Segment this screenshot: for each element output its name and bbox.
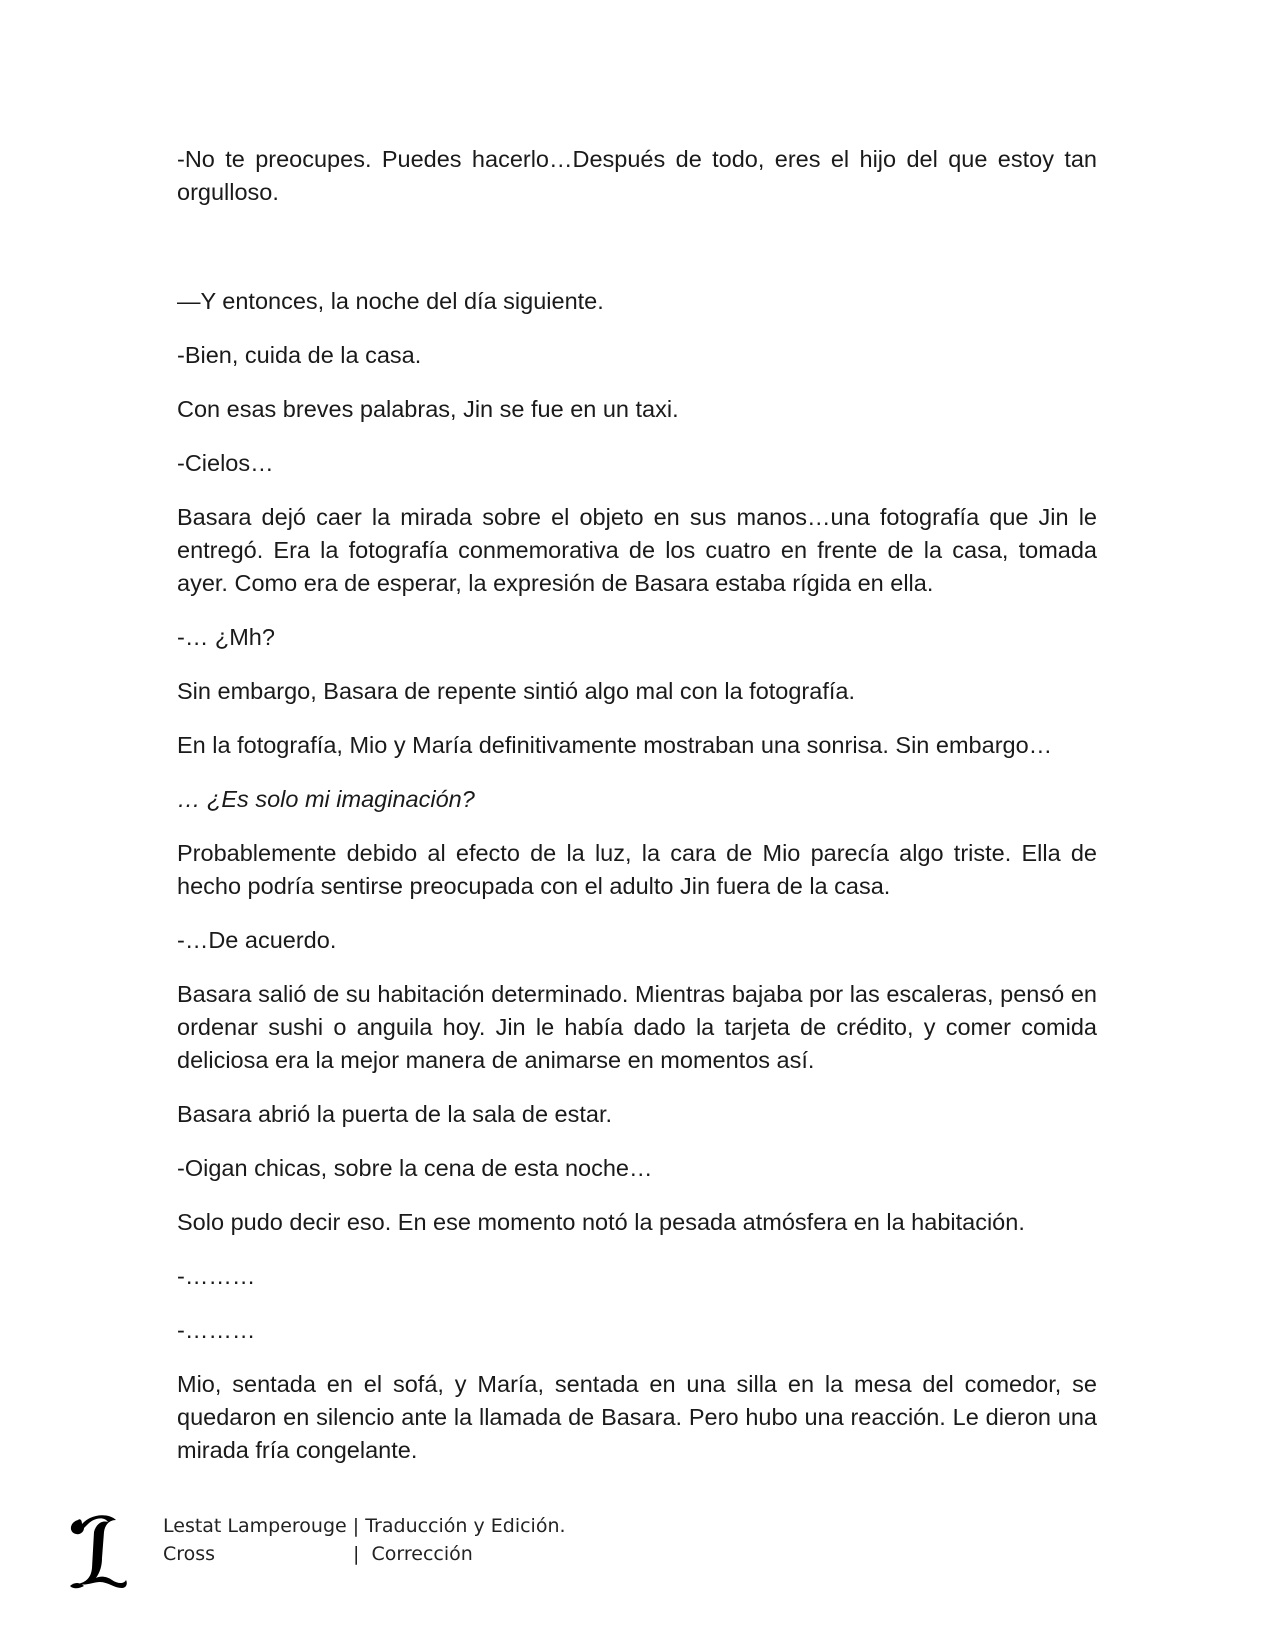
credit-role: Corrección xyxy=(371,1543,473,1565)
paragraph: -… ¿Mh? xyxy=(177,624,275,650)
credit-name: Cross xyxy=(163,1543,216,1565)
section-gap xyxy=(177,230,1097,285)
paragraph: Mio, sentada en el sofá, y María, sentada en una silla en la mesa del comedor, se quedaron en silencio ante la llamada de Basara. Pero hubo una reacción. Le dieron una mirada fría congelante. xyxy=(177,1371,1097,1463)
credits-block xyxy=(163,1512,566,1568)
paragraph: Sin embargo, Basara de repente sintió algo mal con la fotografía. xyxy=(177,678,855,704)
page-footer xyxy=(64,1512,664,1602)
paragraph: Basara abrió la puerta de la sala de estar. xyxy=(177,1101,613,1127)
paragraph: -…De acuerdo. xyxy=(177,927,337,953)
credit-separator: | xyxy=(353,1543,360,1565)
paragraph: -Cielos… xyxy=(177,450,274,476)
paragraph: En la fotografía, Mio y María definitivamente mostraban una sonrisa. Sin embargo… xyxy=(177,732,1053,758)
paragraph: -Bien, cuida de la casa. xyxy=(177,342,422,368)
credit-separator: | xyxy=(352,1515,360,1537)
credit-row xyxy=(163,1512,566,1540)
paragraph: —Y entonces, la noche del día siguiente. xyxy=(177,288,604,314)
paragraph: Solo pudo decir eso. En ese momento notó la pesada atmósfera en la habitación. xyxy=(177,1209,1025,1235)
credit-name: Lestat Lamperouge xyxy=(163,1515,347,1537)
document-body xyxy=(177,143,1097,1488)
credit-role: Traducción y Edición. xyxy=(365,1515,566,1537)
paragraph-italic: … ¿Es solo mi imaginación? xyxy=(177,786,475,812)
paragraph: Basara dejó caer la mirada sobre el objeto en sus manos…una fotografía que Jin le entregó. Era la fotografía conmemorativa de los cuatro en frente de la casa, tomada ayer. Como era de esperar, la expresión de Basara estaba rígida en ella. xyxy=(177,504,1097,596)
paragraph: Probablemente debido al efecto de la luz, la cara de Mio parecía algo triste. Ella de hecho podría sentirse preocupada con el adulto Jin fuera de la casa. xyxy=(177,840,1097,899)
credit-row xyxy=(163,1540,566,1568)
gothic-letter-L-icon xyxy=(64,1512,128,1594)
paragraph: -Oigan chicas, sobre la cena de esta noche… xyxy=(177,1155,653,1181)
paragraph: Basara salió de su habitación determinado. Mientras bajaba por las escaleras, pensó en ordenar sushi o anguila hoy. Jin le había dado la tarjeta de crédito, y comer comida deliciosa era la mejor manera de animarse en momentos así. xyxy=(177,981,1097,1073)
paragraph: -No te preocupes. Puedes hacerlo…Después de todo, eres el hijo del que estoy tan orgulloso. xyxy=(177,146,1097,205)
paragraph: -……… xyxy=(177,1317,256,1343)
paragraph: -……… xyxy=(177,1263,256,1289)
paragraph: Con esas breves palabras, Jin se fue en un taxi. xyxy=(177,396,679,422)
